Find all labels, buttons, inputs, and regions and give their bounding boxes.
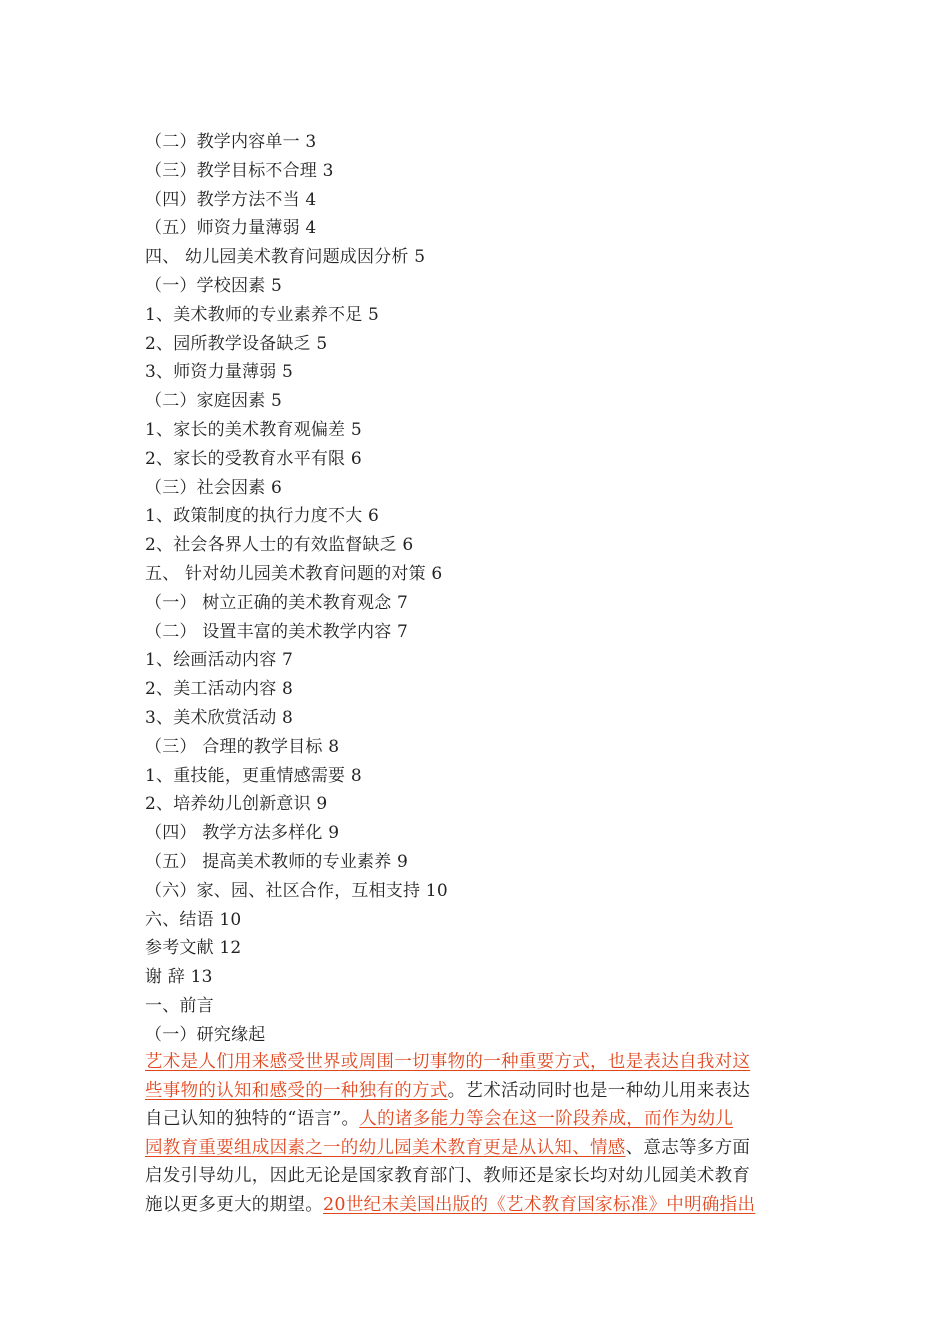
paragraph-line bbox=[145, 1077, 805, 1106]
highlighted-text: 人的诸多能力等会在这一阶段养成，而作为幼儿 bbox=[359, 1109, 734, 1130]
table-of-contents bbox=[145, 128, 805, 1050]
toc-entry: （三） 合理的教学目标 8 bbox=[145, 736, 340, 757]
toc-entry: （三）教学目标不合理 3 bbox=[145, 160, 334, 181]
toc-entry: 2、培养幼儿创新意识 9 bbox=[145, 794, 328, 815]
toc-entry: 六、结语 10 bbox=[145, 909, 242, 930]
toc-entry: 2、美工活动内容 8 bbox=[145, 679, 294, 700]
toc-entry: 五、 针对幼儿园美术教育问题的对策 6 bbox=[145, 563, 443, 584]
paragraph-line bbox=[145, 1162, 805, 1191]
toc-entry: 1、绘画活动内容 7 bbox=[145, 650, 294, 671]
highlighted-text: 20世纪末美国出版的《艺术教育国家标准》中明确指出 bbox=[323, 1194, 756, 1215]
toc-entry: 参考文献 12 bbox=[145, 938, 242, 959]
toc-entry: 3、美术欣赏活动 8 bbox=[145, 707, 294, 728]
toc-entry: 1、重技能，更重情感需要 8 bbox=[145, 765, 362, 786]
highlighted-text: 园教育重要组成因素之一的幼儿园美术教育更是从认知、情感 bbox=[145, 1137, 626, 1158]
toc-entry: （四）教学方法不当 4 bbox=[145, 189, 317, 210]
toc-entry: 2、园所教学设备缺乏 5 bbox=[145, 333, 328, 354]
highlighted-text: 艺术是人们用来感受世界或周围一切事物的一种重要方式，也是表达自我对这 bbox=[145, 1052, 751, 1072]
toc-entry: （五） 提高美术教师的专业素养 9 bbox=[145, 851, 409, 872]
toc-entry: 1、美术教师的专业素养不足 5 bbox=[145, 304, 380, 325]
toc-entry: （四） 教学方法多样化 9 bbox=[145, 823, 340, 844]
toc-entry: （一）学校因素 5 bbox=[145, 275, 283, 296]
plain-text: 施以更多更大的期望。 bbox=[145, 1194, 323, 1215]
subsection-heading: （一）研究缘起 bbox=[145, 1024, 266, 1045]
toc-entry: 谢 辞 13 bbox=[145, 967, 213, 988]
plain-text: 、意志等多方面 bbox=[625, 1137, 751, 1158]
toc-entry: 四、 幼儿园美术教育问题成因分析 5 bbox=[145, 247, 426, 268]
body-paragraph bbox=[145, 1048, 805, 1220]
toc-entry: 2、社会各界人士的有效监督缺乏 6 bbox=[145, 535, 414, 556]
toc-entry: （二） 设置丰富的美术教学内容 7 bbox=[145, 621, 409, 642]
toc-entry: （一） 树立正确的美术教育观念 7 bbox=[145, 592, 409, 613]
highlighted-text: 些事物的认知和感受的一种独有的方式 bbox=[145, 1080, 448, 1101]
toc-entry: （三）社会因素 6 bbox=[145, 477, 283, 498]
toc-entry: 1、政策制度的执行力度不大 6 bbox=[145, 506, 380, 527]
toc-entry: （六）家、园、社区合作，互相支持 10 bbox=[145, 880, 448, 901]
paragraph-line bbox=[145, 1134, 805, 1163]
paragraph-line bbox=[145, 1048, 805, 1077]
toc-entry: 2、家长的受教育水平有限 6 bbox=[145, 448, 362, 469]
toc-entry: （五）师资力量薄弱 4 bbox=[145, 218, 317, 239]
paragraph-line bbox=[145, 1191, 805, 1220]
paragraph-line bbox=[145, 1105, 805, 1134]
plain-text: 自己认知的独特的“语言”。 bbox=[145, 1109, 360, 1130]
toc-entry: 3、师资力量薄弱 5 bbox=[145, 362, 294, 383]
toc-entry: 1、家长的美术教育观偏差 5 bbox=[145, 419, 362, 440]
section-heading: 一、前言 bbox=[145, 995, 214, 1016]
toc-entry: （二）教学内容单一 3 bbox=[145, 132, 317, 152]
plain-text: 。艺术活动同时也是一种幼儿用来表达 bbox=[447, 1080, 751, 1101]
plain-text: 启发引导幼儿，因此无论是国家教育部门、教师还是家长均对幼儿园美术教育 bbox=[145, 1166, 751, 1187]
toc-entry: （二）家庭因素 5 bbox=[145, 391, 283, 412]
